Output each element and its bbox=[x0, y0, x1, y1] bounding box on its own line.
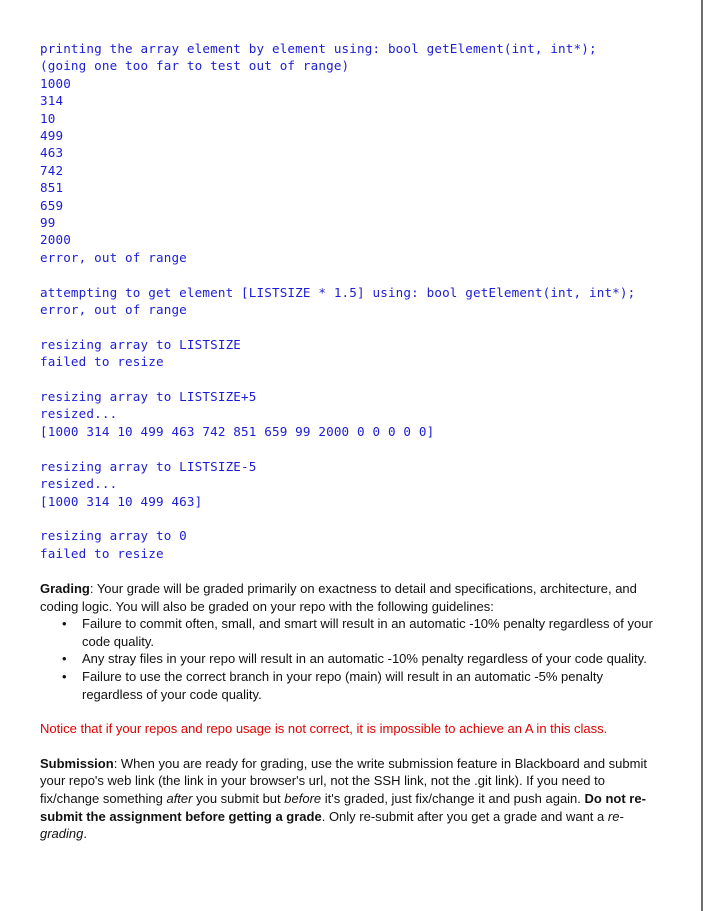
console-output bbox=[40, 40, 660, 562]
console-output-block bbox=[40, 336, 660, 371]
console-line: 742 bbox=[40, 162, 64, 178]
console-line: error, out of range bbox=[40, 249, 187, 265]
repo-notice: Notice that if your repos and repo usage is not correct, it is impossible to achieve an A in this class. bbox=[40, 721, 608, 737]
submission-bold-warning: Do not re-submit the assignment before getting a grade bbox=[40, 791, 646, 824]
submission-text-5: . bbox=[83, 826, 87, 842]
bullet-icon: • bbox=[62, 669, 67, 685]
bullet-icon: • bbox=[62, 651, 67, 667]
grading-bullet bbox=[40, 650, 660, 668]
console-line: printing the array element by element using: bool getElement(int, int*); bbox=[40, 41, 597, 56]
console-line: 99 bbox=[40, 215, 56, 231]
page-edge-line bbox=[701, 0, 703, 911]
console-line: 499 bbox=[40, 128, 64, 144]
submission-italic-regrading: re-grading bbox=[40, 808, 624, 842]
bullet-icon: • bbox=[62, 616, 67, 632]
console-output-block bbox=[40, 284, 660, 319]
submission-italic-before: before bbox=[284, 791, 322, 807]
grading-intro-text: : Your grade will be graded primarily on exactness to detail and specifications, architecture, and coding logic. You will also be graded on your repo with the following guidelines: bbox=[40, 581, 637, 614]
console-line: failed to resize bbox=[40, 354, 164, 370]
console-output-block bbox=[40, 527, 660, 562]
document-body bbox=[40, 40, 660, 843]
console-line: [1000 314 10 499 463 742 851 659 99 2000 0 0 0 0 0] bbox=[40, 423, 435, 439]
console-line: resizing array to LISTSIZE+5 bbox=[40, 389, 257, 405]
grading-bullet bbox=[40, 615, 660, 650]
grading-label: Grading bbox=[40, 581, 90, 597]
console-output-block bbox=[40, 458, 660, 510]
console-output-block bbox=[40, 388, 660, 440]
grading-bullet bbox=[40, 668, 660, 703]
submission-italic-after: after bbox=[166, 791, 193, 807]
grading-section bbox=[40, 580, 660, 703]
console-line: resizing array to LISTSIZE bbox=[40, 336, 242, 352]
submission-text-3: it's graded, just fix/change it and push again. bbox=[321, 791, 585, 807]
submission-text-4: . Only re-submit after you get a grade and want a bbox=[321, 808, 608, 824]
console-line: 2000 bbox=[40, 232, 71, 248]
submission-section bbox=[40, 755, 660, 843]
console-line: 659 bbox=[40, 197, 64, 213]
console-output-block bbox=[40, 40, 660, 266]
console-line: [1000 314 10 499 463] bbox=[40, 493, 203, 509]
grading-intro bbox=[40, 580, 660, 615]
grading-bullet-text: Failure to use the correct branch in your repo (main) will result in an automatic -5% penalty regardless of your code quality. bbox=[82, 669, 603, 702]
console-line: error, out of range bbox=[40, 302, 187, 318]
grading-bullet-text: Any stray files in your repo will result in an automatic -10% penalty regardless of your code quality. bbox=[82, 651, 647, 667]
console-line: 1000 bbox=[40, 75, 71, 91]
console-line: failed to resize bbox=[40, 545, 164, 561]
console-line: resized... bbox=[40, 476, 118, 492]
submission-label: Submission bbox=[40, 755, 114, 771]
grading-bullet-list bbox=[40, 615, 660, 703]
console-line: resized... bbox=[40, 406, 118, 422]
console-line: 463 bbox=[40, 145, 64, 161]
console-line: resizing array to LISTSIZE-5 bbox=[40, 458, 257, 474]
submission-text-1: : When you are ready for grading, use the write submission feature in Blackboard and submit your repo's web link (the link in your browser's url, not the SSH link, not the .git link). If you need to fix/change something bbox=[40, 755, 647, 807]
console-line: 10 bbox=[40, 110, 56, 126]
console-line: resizing array to 0 bbox=[40, 528, 187, 544]
console-line: 851 bbox=[40, 180, 64, 196]
grading-bullet-text: Failure to commit often, small, and smart will result in an automatic -10% penalty regardless of your code quality. bbox=[82, 616, 653, 649]
console-line: (going one too far to test out of range) bbox=[40, 58, 350, 74]
console-line: 314 bbox=[40, 93, 64, 109]
submission-text-2: you submit but bbox=[192, 791, 285, 807]
console-line: attempting to get element [LISTSIZE * 1.5] using: bool getElement(int, int*); bbox=[40, 284, 636, 300]
